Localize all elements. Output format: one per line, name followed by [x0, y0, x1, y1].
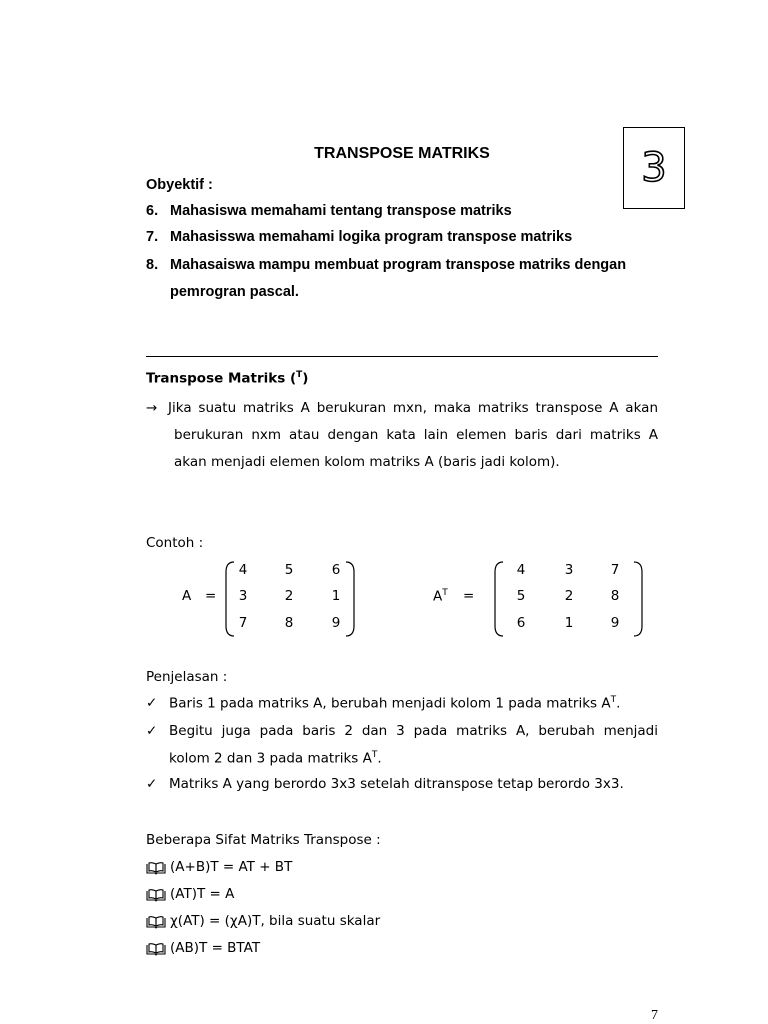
matrix-at-cell: 3	[564, 562, 574, 578]
properties-label: Beberapa Sifat Matriks Transpose :	[146, 832, 381, 848]
matrix-a-cell: 7	[238, 615, 248, 631]
page-title: TRANSPOSE MATRIKS	[314, 145, 490, 162]
definition-line-3: akan menjadi elemen kolom matriks A (baris jadi kolom).	[174, 454, 560, 470]
explanation-label: Penjelasan :	[146, 669, 228, 685]
matrix-at-cell: 1	[564, 615, 574, 631]
matrix-at-cell: 8	[610, 588, 620, 604]
chapter-number-box	[623, 127, 685, 209]
objective-item-6: Mahasiswa memahami tentang transpose matriks	[170, 203, 512, 219]
objective-item-8: Mahasaiswa mampu membuat program transpose matriks dengan	[170, 257, 627, 273]
property-4: (AB)T = BTAT	[170, 940, 261, 956]
matrix-at-cell: 5	[516, 588, 526, 604]
matrix-at-cell: 2	[564, 588, 574, 604]
matrix-a-cell: 4	[238, 562, 248, 578]
checkmark-icon: ✓	[146, 695, 158, 711]
open-book-icon	[146, 861, 166, 875]
property-2: (AT)T = A	[170, 886, 235, 902]
open-book-icon	[146, 942, 166, 956]
property-3: χ(AT) = (χA)T, bila suatu skalar	[170, 913, 381, 929]
matrix-a-cell: 1	[331, 588, 341, 604]
definition-line-1: Jika suatu matriks A berukuran mxn, maka matriks transpose A akan	[168, 400, 658, 416]
checkmark-icon: ✓	[146, 776, 158, 792]
open-book-icon	[146, 888, 166, 902]
objective-item-7: Mahasisswa memahami logika program transpose matriks	[170, 229, 573, 245]
chapter-number: 3	[641, 145, 667, 191]
page-number: 7	[651, 1008, 658, 1023]
matrix-a-name: A	[182, 588, 192, 604]
matrix-at-cell: 6	[516, 615, 526, 631]
matrix-a-cell: 8	[284, 615, 294, 631]
objective-label: Obyektif :	[146, 177, 213, 193]
matrix-at-cell: 9	[610, 615, 620, 631]
objective-item-num-8: 8.	[146, 257, 159, 273]
section-divider	[146, 356, 658, 357]
arrow-icon: →	[146, 400, 158, 416]
matrix-a-cell: 5	[284, 562, 294, 578]
matrix-a-cell: 3	[238, 588, 248, 604]
example-label: Contoh :	[146, 535, 204, 551]
objective-item-num-6: 6.	[146, 203, 159, 219]
matrix-at-cell: 7	[610, 562, 620, 578]
matrix-at-left-bracket	[491, 560, 505, 638]
matrix-at-equals: =	[463, 588, 475, 604]
matrix-a-cell: 2	[284, 588, 294, 604]
explanation-item-2-line-2: kolom 2 dan 3 pada matriks $A^T$.	[169, 750, 382, 767]
matrix-at-right-bracket	[632, 560, 646, 638]
matrix-a-cell: 6	[331, 562, 341, 578]
checkmark-icon: ✓	[146, 723, 158, 739]
objective-item-num-7: 7.	[146, 229, 159, 245]
matrix-at-cell: 4	[516, 562, 526, 578]
matrix-a-cell: 9	[331, 615, 341, 631]
matrix-at-name: $A^T$	[433, 588, 448, 605]
explanation-item-3: Matriks A yang berordo 3x3 setelah ditranspose tetap berordo 3x3.	[169, 776, 624, 792]
matrix-a-equals: =	[205, 588, 217, 604]
open-book-icon	[146, 915, 166, 929]
property-1: (A+B)T = AT + BT	[170, 859, 293, 875]
definition-line-2: berukuran nxm atau dengan kata lain elemen baris dari matriks A	[174, 427, 658, 443]
objective-item-8-cont: pemrogran pascal.	[170, 284, 299, 300]
section-heading: Transpose Matriks ($^T$)	[146, 370, 309, 387]
explanation-item-2-line-1: Begitu juga pada baris 2 dan 3 pada matriks A, berubah menjadi	[169, 723, 658, 739]
explanation-item-1: Baris 1 pada matriks A, berubah menjadi kolom 1 pada matriks $A^T$.	[169, 695, 621, 712]
